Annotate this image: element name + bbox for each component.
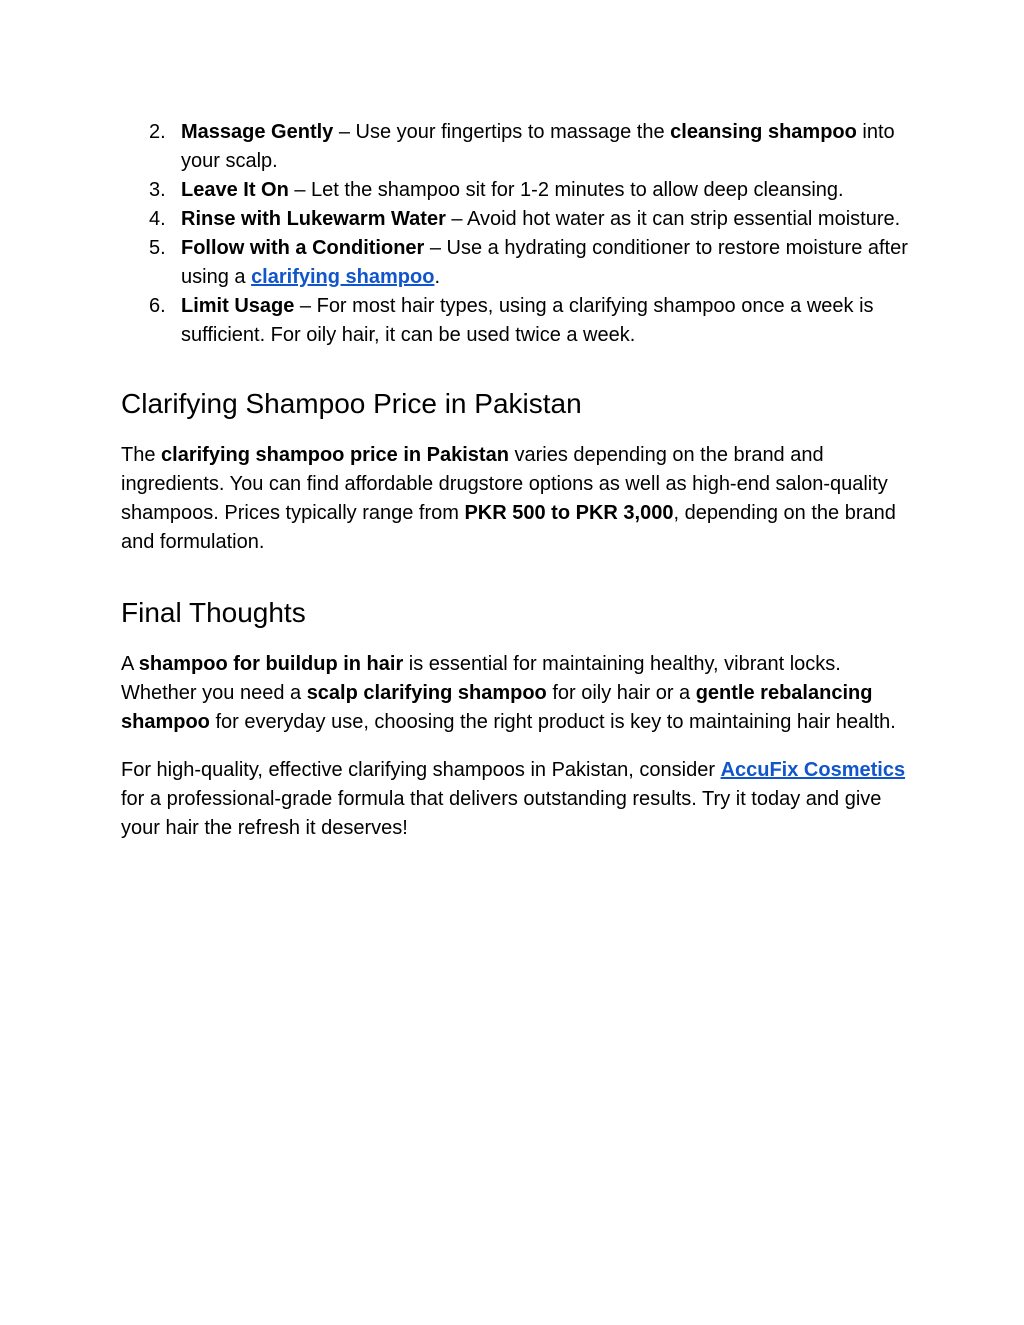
price-heading: Clarifying Shampoo Price in Pakistan [121,388,582,419]
list-item [121,292,911,350]
step-text: – Use your fingertips to massage the [333,121,671,143]
step-title: Follow with a Conditioner [181,237,425,259]
paragraph-text: for a professional-grade formula that delivers outstanding results. Try it today and give your hair the refresh it deserves! [121,788,882,839]
paragraph-bold-text: gentle rebalancing shampoo [121,682,873,733]
list-number: 3. [149,179,166,201]
paragraph-text: A [121,653,139,675]
list-number: 4. [149,208,166,230]
step-title: Massage Gently [181,121,334,143]
step-title: Leave It On [181,179,289,201]
list-number: 5. [149,237,166,259]
list-number: 2. [149,121,166,143]
list-item [121,176,911,205]
price-range: PKR 500 to PKR 3,000 [464,502,674,524]
paragraph-text: is essential for maintaining healthy, vibrant locks. Whether you need a [121,653,841,704]
clarifying-shampoo-link[interactable]: clarifying shampoo [251,266,435,288]
list-item [121,234,911,292]
step-text: – For most hair types, using a clarifying shampoo once a week is sufficient. For oily hair, it can be used twice a week. [181,295,874,346]
steps-list [121,118,911,350]
document-content [121,118,911,843]
price-paragraph [121,441,911,557]
paragraph-text: For high-quality, effective clarifying shampoos in Pakistan, consider [121,759,721,781]
step-text: into your scalp. [181,121,895,172]
step-bold-text: cleansing shampoo [670,121,857,143]
final-thoughts-heading: Final Thoughts [121,597,306,628]
list-item [121,205,911,234]
paragraph-bold-text: clarifying shampoo price in Pakistan [161,444,509,466]
paragraph-text: for oily hair or a [546,682,696,704]
step-text: . [434,266,440,288]
paragraph-text: for everyday use, choosing the right product is key to maintaining hair health. [209,711,896,733]
paragraph-bold-text: scalp clarifying shampoo [306,682,547,704]
step-title: Limit Usage [181,295,295,317]
paragraph-bold-text: shampoo for buildup in hair [138,653,404,675]
list-number: 6. [149,295,166,317]
list-item [121,118,911,176]
step-title: Rinse with Lukewarm Water [181,208,446,230]
paragraph-text: , depending on the brand and formulation. [121,502,896,553]
paragraph-text: The [121,444,162,466]
step-text: – Avoid hot water as it can strip essential moisture. [445,208,901,230]
final-paragraph-2 [121,756,911,843]
accufix-cosmetics-link[interactable]: AccuFix Cosmetics [720,759,906,781]
step-text: – Use a hydrating conditioner to restore moisture after using a [181,237,908,288]
paragraph-text: varies depending on the brand and ingredients. You can find affordable drugstore options as well as high-end salon-quality shampoos. Prices typically range from [121,444,888,524]
step-text: – Let the shampoo sit for 1-2 minutes to allow deep cleansing. [288,179,844,201]
final-paragraph-1 [121,650,911,737]
